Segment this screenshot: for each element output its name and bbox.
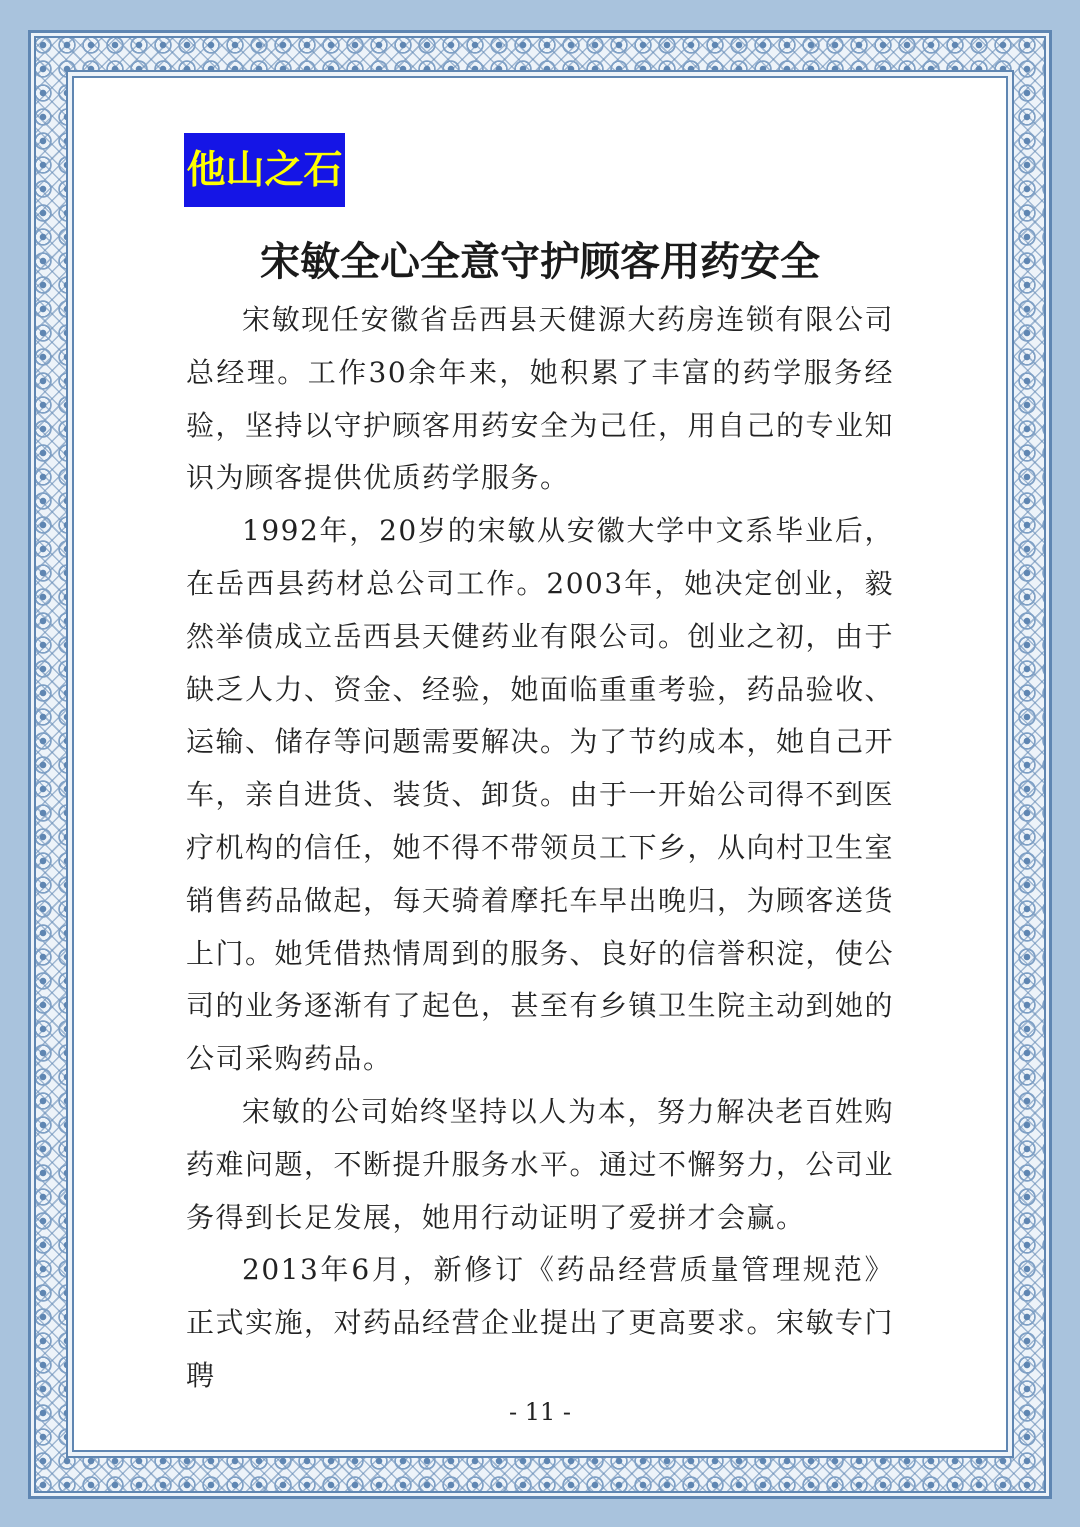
page-number: - 11 - [508, 1398, 571, 1426]
paragraph-3: 宋敏的公司始终坚持以人为本，努力解决老百姓购药难问题，不断提升服务水平。通过不懈努力，公司业务得到长足发展，她用行动证明了爱拼才会赢。 [186, 1094, 895, 1234]
paragraph-4: 2013年6月，新修订《药品经营质量管理规范》正式实施，对药品经营企业提出了更高要求。宋敏专门聘 [186, 1253, 895, 1392]
paragraph-1: 宋敏现任安徽省岳西县天健源大药房连锁有限公司总经理。工作30余年来，她积累了丰富的药学服务经验，坚持以守护顾客用药安全为己任，用自己的专业知识为顾客提供优质药学服务。 [186, 303, 895, 495]
article-body [186, 294, 894, 1403]
article-title: 宋敏全心全意守护顾客用药安全 [260, 238, 820, 285]
paragraph-2: 1992年，20岁的宋敏从安徽大学中文系毕业后，在岳西县药材总公司工作。2003年，她决定创业，毅然举债成立岳西县天健药业有限公司。创业之初，由于缺乏人力、资金、经验，她面临重重考验，药品验收、运输、储存等问题需要解决。为了节约成本，她自己开车，亲自进货、装货、卸货。由于一开始公司得不到医疗机构的信任，她不得不带领员工下乡，从向村卫生室销售药品做起，每天骑着摩托车早出晚归，为顾客送货上门。她凭借热情周到的服务、良好的信誉积淀，使公司的业务逐渐有了起色，甚至有乡镇卫生院主动到她的公司采购药品。 [186, 514, 895, 1076]
section-tag: 他山之石 [184, 133, 345, 207]
